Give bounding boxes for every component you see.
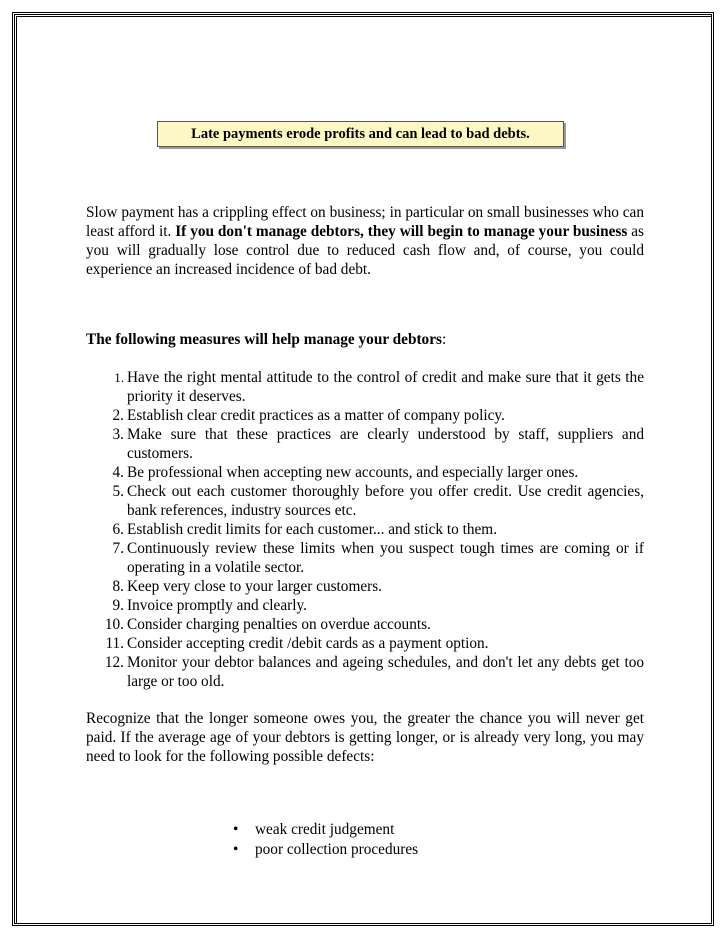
measure-item [86,634,644,653]
measure-text: Keep very close to your larger customers. [127,578,383,595]
defect-item [230,820,418,840]
headline-callout [157,121,564,147]
measures-heading-bold: The following measures will help manage your debtors [86,331,442,348]
defect-text: weak credit judgement [255,821,395,838]
measure-item [86,615,644,634]
measure-number: 6. [112,521,124,538]
intro-text-2: as you will gradually lose control due to reduced cash flow and, of course, you could experience an increased incidence of bad debt. [86,223,644,278]
measure-number: 2. [112,407,124,424]
measure-text: Invoice promptly and clearly. [127,597,307,614]
defect-text: poor collection procedures [255,841,419,858]
measure-number: 7. [112,540,124,557]
intro-paragraph [86,203,644,279]
intro-bold-text: If you don't manage debtors, they will begin to manage your business [175,223,628,240]
measure-text: Be professional when accepting new accounts, and especially larger ones. [127,464,579,481]
measure-number: 8. [112,578,124,595]
bullet-icon: • [233,841,239,858]
recognize-paragraph: Recognize that the longer someone owes you, the greater the chance you will never get paid. If the average age of your debtors is getting longer, or is already very long, you may need to look for the following possible defects: [86,710,644,765]
headline-text: Late payments erode profits and can lead to bad debts. [191,126,530,142]
measure-text: Establish credit limits for each customer... and stick to them. [127,521,498,538]
measure-item [86,406,644,425]
measure-number: 4. [112,464,124,481]
measure-item [86,539,644,577]
measure-item [86,520,644,539]
measure-number: 5. [112,483,124,500]
measure-item [86,425,644,463]
measure-number: 11. [105,635,124,652]
measure-text: Consider charging penalties on overdue accounts. [127,616,431,633]
defect-item [230,840,418,860]
measure-text: Establish clear credit practices as a matter of company policy. [127,407,505,424]
measures-heading-colon: : [441,331,447,348]
measure-text: Have the right mental attitude to the control of credit and make sure that it gets the priority it deserves. [127,369,644,405]
measure-item [86,463,644,482]
measure-text: Consider accepting credit /debit cards as a payment option. [127,635,489,652]
measure-item [86,653,644,691]
measure-number: 9. [112,597,124,614]
measure-number: 1. [114,370,124,385]
measure-item [86,577,644,596]
measures-heading [86,330,644,349]
intro-text-1: Slow payment has a crippling effect on business; in particular on small businesses who can least afford it. [86,204,644,240]
measures-list [86,368,644,691]
defects-list [230,820,418,860]
measure-number: 10. [104,616,124,633]
measure-number: 3. [112,426,124,443]
measure-item [86,368,644,406]
measure-text: Continuously review these limits when you suspect tough times are coming or if operating in a volatile sector. [127,540,644,576]
measure-item [86,596,644,615]
measure-item [86,482,644,520]
measure-text: Make sure that these practices are clearly understood by staff, suppliers and customers. [127,426,644,462]
measure-number: 12. [104,654,124,671]
bullet-icon: • [233,821,239,838]
measure-text: Check out each customer thoroughly before you offer credit. Use credit agencies, bank references, industry sources etc. [127,483,644,519]
measure-text: Monitor your debtor balances and ageing schedules, and don't let any debts get too large or too old. [127,654,644,690]
